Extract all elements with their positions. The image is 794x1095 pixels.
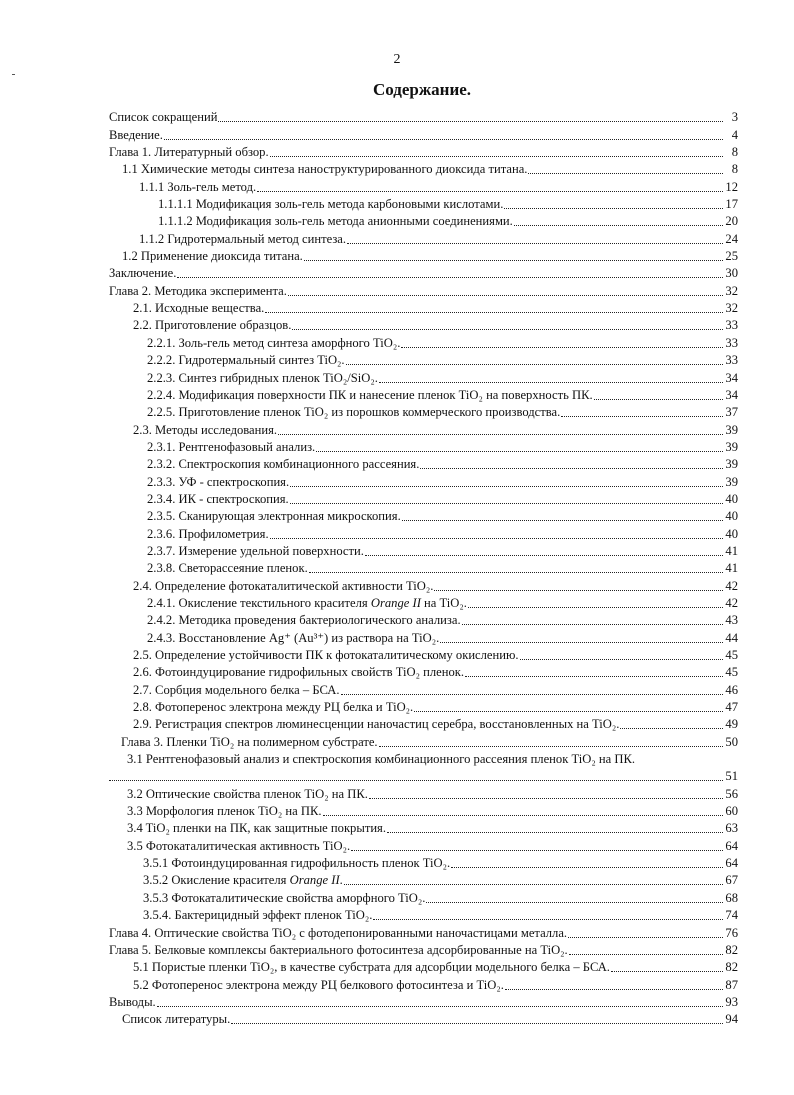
toc-entry-text: 2.2.2. Гидротермальный синтез TiO₂.	[147, 353, 345, 368]
toc-leader-dots	[265, 312, 723, 313]
toc-leader-dots	[387, 832, 723, 833]
toc-leader-dots	[611, 971, 723, 972]
toc-entry-3-4[interactable]	[109, 819, 738, 836]
toc-entry-text: Заключение.	[109, 266, 177, 281]
toc-entry-2-4-3[interactable]	[109, 628, 738, 645]
toc-entry-page: 30	[725, 266, 738, 281]
toc-entry-page: 39	[725, 474, 738, 489]
toc-leader-dots	[451, 867, 723, 868]
toc-entry-text: 2.3.2. Спектроскопия комбинационного рассеяния.	[147, 457, 420, 472]
toc-entry-chapter-5[interactable]	[109, 941, 738, 958]
toc-entry-text: 2.9. Регистрация спектров люминесценции наночастиц серебра, восстановленных на TiO₂.	[133, 717, 620, 732]
toc-entry-page: 3	[731, 110, 738, 125]
toc-entry-page: 8	[731, 145, 738, 160]
toc-entry-3-1-continued[interactable]	[109, 767, 738, 784]
toc-leader-dots	[468, 607, 723, 608]
toc-entry-page: 94	[725, 1012, 738, 1027]
toc-entry-page: 46	[725, 682, 738, 697]
toc-entry-2-2-4[interactable]	[109, 386, 738, 403]
toc-entry-page: 34	[725, 370, 738, 385]
toc-leader-dots	[231, 1023, 723, 1024]
toc-entry-text: Введение.	[109, 127, 163, 142]
toc-leader-dots	[465, 676, 723, 677]
toc-leader-dots	[157, 1006, 723, 1007]
toc-leader-dots	[288, 295, 723, 296]
toc-entry-text: 3.5.4. Бактерицидный эффект пленок TiO₂.	[143, 908, 373, 923]
toc-leader-dots	[504, 208, 723, 209]
toc-entry-page: 49	[725, 717, 738, 732]
toc-entry-text: 2.1. Исходные вещества.	[133, 301, 265, 316]
toc-leader-dots	[344, 884, 723, 885]
toc-entry-chapter-2[interactable]	[109, 281, 738, 298]
toc-entry-text: 2.2.5. Приготовление пленок TiO₂ из порошков коммерческого производства.	[147, 405, 561, 420]
toc-entry-page: 82	[725, 942, 738, 957]
toc-entry-2-3-4[interactable]	[109, 490, 738, 507]
toc-entry-page: 64	[725, 856, 738, 871]
toc-entry-text: 1.1.1.2 Модификация золь-гель метода анионными соединениями.	[158, 214, 513, 229]
toc-leader-dots	[323, 815, 723, 816]
toc-entry-text: 2.3.3. УФ - спектроскопия.	[147, 474, 290, 489]
toc-entry-page: 12	[725, 179, 738, 194]
toc-leader-dots	[365, 555, 723, 556]
toc-entry-1-1-2[interactable]	[109, 229, 738, 246]
toc-entry-text: 2.3.4. ИК - спектроскопия.	[147, 491, 289, 506]
toc-leader-dots	[316, 451, 723, 452]
toc-entry-page: 17	[725, 197, 738, 212]
toc-leader-dots	[520, 659, 723, 660]
toc-entry-page: 51	[725, 769, 738, 784]
toc-leader-dots	[347, 243, 723, 244]
toc-leader-dots	[514, 225, 723, 226]
toc-entry-text: Список сокращений	[109, 110, 218, 125]
toc-leader-dots	[290, 486, 723, 487]
toc-entry-page: 41	[725, 561, 738, 576]
toc-entry-page: 40	[725, 509, 738, 524]
toc-entry-3-1[interactable]	[109, 750, 738, 767]
toc-entry-text: 1.1.2 Гидротермальный метод синтеза.	[139, 231, 347, 246]
toc-leader-dots	[346, 364, 723, 365]
toc-entry-3-5-1[interactable]	[109, 854, 738, 871]
toc-entry-page: 68	[725, 890, 738, 905]
toc-entry-text	[143, 873, 343, 888]
toc-leader-dots	[620, 728, 723, 729]
toc-leader-dots	[379, 746, 723, 747]
toc-entry-page: 93	[725, 994, 738, 1009]
toc-entry-2-2-1[interactable]	[109, 333, 738, 350]
toc-entry-page: 25	[725, 249, 738, 264]
toc-entry-text: Список литературы.	[122, 1012, 231, 1027]
toc-leader-dots	[561, 416, 723, 417]
toc-leader-dots	[505, 989, 723, 990]
toc-entry-page: 4	[731, 127, 738, 142]
toc-entry-page: 40	[725, 526, 738, 541]
toc-entry-text: 5.2 Фотоперенос электрона между РЦ белкового фотосинтеза и TiO₂.	[133, 977, 504, 992]
toc-entry-findings[interactable]	[109, 993, 738, 1010]
toc-entry-text: 3.4 TiO₂ пленки на ПК, как защитные покрытия.	[127, 821, 387, 836]
toc-leader-dots	[109, 780, 723, 781]
toc-entry-3-3[interactable]	[109, 802, 738, 819]
toc-leader-dots	[420, 468, 723, 469]
toc-entry-abbreviations[interactable]	[109, 108, 738, 125]
toc-entry-2-3-2[interactable]	[109, 455, 738, 472]
toc-entry-page: 33	[725, 353, 738, 368]
toc-entry-2-4-1[interactable]	[109, 594, 738, 611]
toc-leader-dots	[369, 798, 723, 799]
toc-entry-text: 2.3.8. Светорассеяние пленок.	[147, 561, 308, 576]
toc-entry-text: 2.2.1. Золь-гель метод синтеза аморфного TiO₂.	[147, 335, 401, 350]
toc-entry-page: 37	[725, 405, 738, 420]
toc-entry-page: 45	[725, 665, 738, 680]
toc-entry-2-1[interactable]	[109, 299, 738, 316]
toc-entry-text: 1.1.1 Золь-гель метод.	[139, 179, 257, 194]
page-title: Содержание.	[372, 80, 472, 99]
toc-entry-2-9[interactable]	[109, 715, 738, 732]
toc-entry-text: Глава 1. Литературный обзор.	[109, 145, 269, 160]
toc-leader-dots	[414, 711, 723, 712]
toc-entry-page: 43	[725, 613, 738, 628]
toc-entry-chapter-4[interactable]	[109, 923, 738, 940]
toc-entry-page: 32	[725, 301, 738, 316]
toc-entry-page: 82	[725, 960, 738, 975]
toc-leader-dots	[379, 382, 723, 383]
toc-entry-page: 39	[725, 422, 738, 437]
toc-leader-dots	[434, 590, 723, 591]
toc-entry-2-5[interactable]	[109, 646, 738, 663]
toc-leader-dots	[440, 642, 723, 643]
toc-leader-dots	[270, 538, 723, 539]
toc-entry-text: 1.1.1.1 Модификация золь-гель метода карбоновыми кислотами.	[158, 197, 504, 212]
toc-entry-page: 40	[725, 491, 738, 506]
toc-entry-page: 41	[725, 543, 738, 558]
toc-entry-page: 74	[725, 908, 738, 923]
toc-leader-dots	[309, 572, 723, 573]
toc-entry-text: 5.1 Пористые пленки TiO₂, в качестве субстрата для адсорбции модельного белка – БСА.	[133, 960, 610, 975]
toc-entry-page: 33	[725, 335, 738, 350]
toc-entry-2-3-7[interactable]	[109, 542, 738, 559]
toc-entry-text: Выводы.	[109, 994, 156, 1009]
toc-entry-text: 2.2. Приготовление образцов.	[133, 318, 292, 333]
toc-entry-3-5[interactable]	[109, 836, 738, 853]
toc-leader-dots	[569, 954, 723, 955]
toc-entry-text: 1.2 Применение диоксида титана.	[122, 249, 303, 264]
toc-entry-text-post: .	[339, 873, 343, 888]
toc-entry-2-4[interactable]	[109, 576, 738, 593]
toc-entry-text: 2.4.3. Восстановление Ag⁺ (Au³⁺) из раствора на TiO₂.	[147, 630, 440, 645]
toc-entry-page: 50	[725, 734, 738, 749]
toc-entry-chapter-3[interactable]	[109, 732, 738, 749]
toc-entry-text: 2.4.2. Методика проведения бактериологического анализа.	[147, 613, 461, 628]
toc-entry-2-8[interactable]	[109, 698, 738, 715]
toc-leader-dots	[401, 347, 723, 348]
toc-entry-2-2-5[interactable]	[109, 403, 738, 420]
toc-entry-page: 76	[725, 925, 738, 940]
toc-entry-1-1-1[interactable]	[109, 177, 738, 194]
toc-entry-text: 3.3 Морфология пленок TiO₂ на ПК.	[127, 804, 322, 819]
toc-entry-1-2[interactable]	[109, 247, 738, 264]
toc-leader-dots	[278, 434, 723, 435]
toc-entry-text: 3.1 Рентгенофазовый анализ и спектроскопия комбинационного рассеяния пленок TiO₂ на ПК.	[127, 752, 635, 767]
toc-leader-dots	[528, 173, 723, 174]
toc-leader-dots	[351, 850, 723, 851]
toc-leader-dots	[304, 260, 723, 261]
toc-entry-text: 3.5.3 Фотокаталитические свойства аморфного TiO₂.	[143, 890, 426, 905]
toc-entry-2-3-8[interactable]	[109, 559, 738, 576]
toc-entry-text: 1.1 Химические методы синтеза наноструктурированного диоксида титана.	[122, 162, 528, 177]
toc-entry-5-2[interactable]	[109, 975, 738, 992]
toc-entry-1-1-1-1[interactable]	[109, 195, 738, 212]
toc-entry-page: 42	[725, 595, 738, 610]
toc-entry-2-2[interactable]	[109, 316, 738, 333]
toc-entry-2-3[interactable]	[109, 420, 738, 437]
toc-entry-text: 2.2.4. Модификация поверхности ПК и нанесение пленок TiO₂ на поверхность ПК.	[147, 387, 593, 402]
toc-entry-text: 2.3.6. Профилометрия.	[147, 526, 269, 541]
toc-entry-text: 2.7. Сорбция модельного белка – БСА.	[133, 682, 340, 697]
toc-entry-conclusion[interactable]	[109, 264, 738, 281]
toc-entry-text: 2.3.7. Измерение удельной поверхности.	[147, 543, 364, 558]
toc-entry-text: 2.5. Определение устойчивости ПК к фотокаталитическому окислению.	[133, 648, 519, 662]
toc-entry-page: 34	[725, 387, 738, 402]
table-of-contents	[109, 108, 738, 1027]
toc-entry-text: 2.2.3. Синтез гибридных пленок TiO₂/SiO₂.	[147, 370, 378, 385]
toc-entry-text-italic: Orange II	[289, 873, 340, 888]
toc-entry-text: 2.3. Методы исследования.	[133, 422, 278, 437]
toc-entry-text-pre: 2.4.1. Окисление текстильного красителя	[147, 595, 371, 610]
toc-entry-text: 2.4. Определение фотокаталитической активности TiO₂.	[133, 578, 434, 593]
toc-entry-3-5-2[interactable]	[109, 871, 738, 888]
toc-entry-page: 44	[725, 630, 738, 645]
toc-entry-text: 2.8. Фотоперенос электрона между РЦ белка и TiO₂.	[133, 700, 414, 715]
toc-entry-text: 2.6. Фотоиндуцирование гидрофильных свойств TiO₂ пленок.	[133, 665, 465, 680]
toc-leader-dots	[290, 503, 723, 504]
toc-leader-dots	[402, 520, 723, 521]
toc-entry-2-3-5[interactable]	[109, 507, 738, 524]
toc-entry-text: 3.5.1 Фотоиндуцированная гидрофильность пленок TiO₂.	[143, 856, 451, 871]
toc-entry-text: Глава 3. Пленки TiO₂ на полимерном субстрате.	[121, 734, 378, 749]
toc-entry-references[interactable]	[109, 1010, 738, 1027]
toc-entry-2-4-2[interactable]	[109, 611, 738, 628]
toc-entry-page: 67	[725, 873, 738, 888]
toc-entry-page: 42	[725, 578, 738, 593]
toc-entry-introduction[interactable]	[109, 125, 738, 142]
toc-leader-dots	[426, 902, 723, 903]
toc-leader-dots	[292, 329, 723, 330]
toc-entry-page: 33	[725, 318, 738, 333]
toc-entry-page: 56	[725, 786, 738, 801]
toc-leader-dots	[341, 694, 723, 695]
toc-entry-text: 3.5 Фотокаталитическая активность TiO₂.	[127, 838, 351, 853]
toc-entry-page: 32	[725, 283, 738, 298]
toc-leader-dots	[164, 139, 723, 140]
toc-entry-2-3-1[interactable]	[109, 438, 738, 455]
toc-entry-page: 39	[725, 439, 738, 454]
toc-entry-2-2-2[interactable]	[109, 351, 738, 368]
page-number: 2	[393, 52, 401, 67]
toc-entry-3-2[interactable]	[109, 784, 738, 801]
toc-entry-2-3-6[interactable]	[109, 524, 738, 541]
toc-entry-page: 64	[725, 838, 738, 853]
toc-entry-text: Глава 5. Белковые комплексы бактериального фотосинтеза адсорбированные на TiO₂.	[109, 942, 568, 957]
toc-entry-2-2-3[interactable]	[109, 368, 738, 385]
toc-entry-page: 8	[731, 162, 738, 177]
toc-entry-text-post: на TiO₂.	[420, 595, 467, 610]
toc-entry-text-italic: Orange II	[370, 595, 421, 610]
toc-entry-text: Глава 4. Оптические свойства TiO₂ с фотодепонированными наночастицами металла.	[109, 925, 568, 940]
toc-entry-text: 3.2 Оптические свойства пленок TiO₂ на ПК.	[127, 786, 368, 801]
toc-leader-dots	[270, 156, 723, 157]
toc-entry-3-5-4[interactable]	[109, 906, 738, 923]
toc-entry-text-pre: 3.5.2 Окисление красителя	[143, 873, 290, 888]
toc-entry-1-1-1-2[interactable]	[109, 212, 738, 229]
toc-leader-dots	[257, 191, 723, 192]
toc-entry-page: 47	[725, 700, 738, 715]
toc-entry-2-6[interactable]	[109, 663, 738, 680]
toc-entry-page: 60	[725, 804, 738, 819]
toc-entry-page: 63	[725, 821, 738, 836]
toc-entry-page: 20	[725, 214, 738, 229]
toc-leader-dots	[218, 121, 723, 122]
toc-entry-text: Глава 2. Методика эксперимента.	[109, 283, 287, 298]
toc-leader-dots	[594, 399, 723, 400]
toc-entry-page: 24	[725, 231, 738, 246]
toc-leader-dots	[177, 277, 723, 278]
toc-entry-2-3-3[interactable]	[109, 472, 738, 489]
toc-entry-page: 39	[725, 457, 738, 472]
toc-entry-1-1[interactable]	[109, 160, 738, 177]
toc-entry-text: 2.3.5. Сканирующая электронная микроскопия.	[147, 509, 401, 524]
toc-entry-3-5-3[interactable]	[109, 888, 738, 905]
scan-speck	[12, 74, 15, 75]
toc-entry-text	[147, 596, 467, 611]
toc-leader-dots	[568, 937, 723, 938]
toc-entry-text: 2.3.1. Рентгенофазовый анализ.	[147, 439, 316, 454]
toc-entry-5-1[interactable]	[109, 958, 738, 975]
toc-leader-dots	[462, 624, 723, 625]
toc-entry-chapter-1[interactable]	[109, 143, 738, 160]
toc-leader-dots	[373, 919, 723, 920]
toc-entry-page: 45	[725, 648, 738, 662]
toc-entry-2-7[interactable]	[109, 680, 738, 697]
toc-entry-page: 87	[725, 977, 738, 992]
